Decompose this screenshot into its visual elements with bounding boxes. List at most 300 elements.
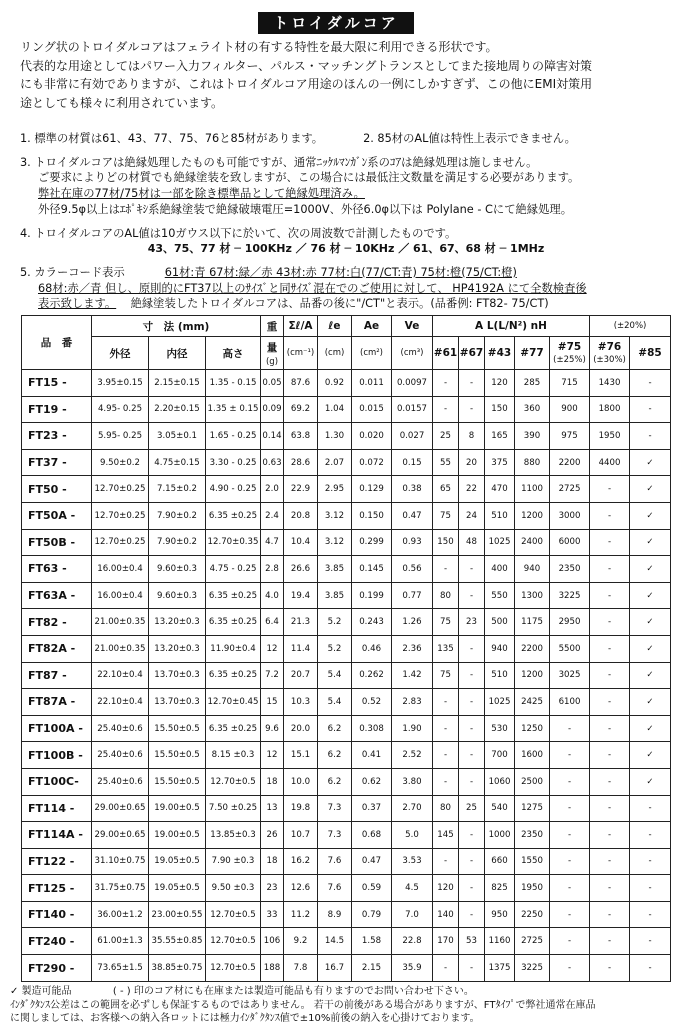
table-cell: 5.0 [392, 822, 433, 849]
table-cell: 500 [485, 609, 515, 636]
table-cell: 1200 [515, 502, 550, 529]
table-cell: 55 [433, 449, 459, 476]
table-cell: 400 [485, 556, 515, 583]
table-cell: 12 [261, 742, 284, 769]
table-cell: - [590, 635, 630, 662]
header-sl: Σℓ/A [284, 316, 318, 337]
table-cell: 0.38 [392, 476, 433, 503]
table-cell: 20.8 [284, 502, 318, 529]
table-cell: - [433, 768, 459, 795]
table-cell: - [550, 795, 590, 822]
table-cell: ✓ [630, 449, 671, 476]
table-cell: 135 [433, 635, 459, 662]
table-cell: - [433, 742, 459, 769]
table-cell: 13.70±0.3 [149, 662, 206, 689]
table-cell: - [590, 502, 630, 529]
table-cell: 140 [433, 901, 459, 928]
table-cell: 5.4 [318, 662, 352, 689]
table-cell: 16.00±0.4 [92, 556, 149, 583]
table-cell: 33 [261, 901, 284, 928]
table-cell: 0.145 [352, 556, 392, 583]
table-cell: 20 [459, 449, 485, 476]
table-cell: 9.50 ±0.3 [206, 875, 261, 902]
table-cell: 360 [515, 396, 550, 423]
table-cell: 19.8 [284, 795, 318, 822]
part-number-cell: FT37 - [22, 449, 92, 476]
table-cell: 19.05±0.5 [149, 875, 206, 902]
table-row [22, 848, 671, 875]
header-m76-tol: (±30%) [593, 355, 626, 365]
table-cell: 0.027 [392, 423, 433, 450]
table-cell: - [459, 556, 485, 583]
table-cell: 0.150 [352, 502, 392, 529]
table-cell: 1200 [515, 662, 550, 689]
header-ve: Ve [392, 316, 433, 337]
table-cell: - [590, 529, 630, 556]
table-cell: 1950 [590, 423, 630, 450]
table-cell: - [459, 662, 485, 689]
table-cell: - [630, 396, 671, 423]
table-cell: 0.62 [352, 768, 392, 795]
table-cell: 2725 [550, 476, 590, 503]
table-cell: - [590, 928, 630, 955]
table-cell: 0.0157 [392, 396, 433, 423]
table-cell: 390 [515, 423, 550, 450]
table-cell: 2500 [515, 768, 550, 795]
header-weight-2 [261, 337, 284, 370]
table-cell: - [590, 768, 630, 795]
header-dims: 寸 法 (mm) [92, 316, 261, 337]
table-cell: 6100 [550, 689, 590, 716]
table-cell: 15.50±0.5 [149, 742, 206, 769]
header-m77: #77 [515, 337, 550, 370]
table-row [22, 635, 671, 662]
table-cell: 12.70±0.25 [92, 529, 149, 556]
note-5-line: 68材:赤／青 但し、原則的にFT37以上のｻｲｽﾞと同ｻｲｽﾞ混在でのご使用に対して、 HP4192A にて全数検査後 [38, 281, 587, 295]
table-cell: - [550, 742, 590, 769]
part-number-cell: FT63A - [22, 582, 92, 609]
table-cell: 19.00±0.5 [149, 822, 206, 849]
table-cell: 12.70±0.5 [206, 928, 261, 955]
table-row [22, 423, 671, 450]
table-cell: 3.85 [318, 556, 352, 583]
header-m67: #67 [459, 337, 485, 370]
table-cell: - [433, 848, 459, 875]
part-number-cell: FT100C- [22, 768, 92, 795]
table-cell: 13.20±0.3 [149, 635, 206, 662]
table-cell: 4.0 [261, 582, 284, 609]
table-cell: 0.37 [352, 795, 392, 822]
part-number-cell: FT50 - [22, 476, 92, 503]
part-number-cell: FT82A - [22, 635, 92, 662]
intro-text [20, 38, 672, 112]
table-cell: 0.129 [352, 476, 392, 503]
table-cell: 9.60±0.3 [149, 582, 206, 609]
table-cell: - [550, 848, 590, 875]
table-cell: 25.40±0.6 [92, 768, 149, 795]
table-cell: 19.00±0.5 [149, 795, 206, 822]
table-cell: 2950 [550, 609, 590, 636]
table-cell: 5.4 [318, 689, 352, 716]
table-cell: 1600 [515, 742, 550, 769]
header-al: A L(L/N²) nH [433, 316, 590, 337]
table-cell: 7.0 [392, 901, 433, 928]
table-cell: 1.90 [392, 715, 433, 742]
table-cell: 7.6 [318, 848, 352, 875]
table-cell: - [590, 476, 630, 503]
table-cell: 2.52 [392, 742, 433, 769]
table-cell: 975 [550, 423, 590, 450]
table-cell: - [630, 901, 671, 928]
table-row [22, 901, 671, 928]
table-row [22, 609, 671, 636]
table-cell: 3.12 [318, 502, 352, 529]
table-cell: 11.4 [284, 635, 318, 662]
table-cell: 12.70±0.5 [206, 768, 261, 795]
header-m76 [590, 337, 630, 370]
note-4: 4. トロイダルコアのAL値は10ガウス以下に於いて、次の周波数で計測したものです。 [20, 226, 457, 240]
table-cell: - [630, 822, 671, 849]
table-cell: 11.2 [284, 901, 318, 928]
table-cell: 6.4 [261, 609, 284, 636]
table-cell: 6000 [550, 529, 590, 556]
table-cell: ✓ [630, 635, 671, 662]
table-cell: 7.15±0.2 [149, 476, 206, 503]
table-cell: 2.83 [392, 689, 433, 716]
table-cell: 19.4 [284, 582, 318, 609]
table-cell: - [590, 715, 630, 742]
table-cell: 6.35 ±0.25 [206, 582, 261, 609]
table-cell: 530 [485, 715, 515, 742]
table-cell: 6.35 ±0.25 [206, 662, 261, 689]
table-cell: 0.199 [352, 582, 392, 609]
table-cell: - [630, 955, 671, 982]
table-cell: 120 [485, 370, 515, 397]
table-cell: 36.00±1.2 [92, 901, 149, 928]
part-number-cell: FT19 - [22, 396, 92, 423]
table-cell: 0.47 [392, 502, 433, 529]
table-cell: - [550, 901, 590, 928]
table-row [22, 556, 671, 583]
header-m76-label: #76 [597, 341, 622, 353]
table-cell: 0.77 [392, 582, 433, 609]
note-4-freq: 43、75、77 材 ─ 100KHz ／ 76 材 ─ 10KHz ／ 61、67、68 材 ─ 1MHz [147, 242, 545, 256]
table-cell: - [590, 556, 630, 583]
table-cell: - [590, 662, 630, 689]
table-cell: 900 [550, 396, 590, 423]
table-cell: 29.00±0.65 [92, 795, 149, 822]
table-cell: 10.0 [284, 768, 318, 795]
table-cell: - [550, 955, 590, 982]
table-cell: 53 [459, 928, 485, 955]
table-cell: ✓ [630, 609, 671, 636]
table-cell: 150 [485, 396, 515, 423]
table-cell: 12.6 [284, 875, 318, 902]
header-ae: Ae [352, 316, 392, 337]
header-le: ℓe [318, 316, 352, 337]
table-cell: 22.10±0.4 [92, 689, 149, 716]
table-cell: 0.63 [261, 449, 284, 476]
note-5 [20, 265, 672, 281]
table-cell: 12 [261, 635, 284, 662]
table-cell: 3.95±0.15 [92, 370, 149, 397]
table-cell: - [550, 715, 590, 742]
footer-legend: ✓ 製造可能品 [10, 986, 72, 997]
table-cell: 22.9 [284, 476, 318, 503]
table-cell: 150 [433, 529, 459, 556]
header-sl-unit: (cm⁻¹) [284, 337, 318, 370]
table-cell: 3.80 [392, 768, 433, 795]
table-cell: 2.0 [261, 476, 284, 503]
table-cell: 1950 [515, 875, 550, 902]
table-row [22, 476, 671, 503]
table-cell: 0.93 [392, 529, 433, 556]
table-cell: 1000 [485, 822, 515, 849]
table-cell: - [590, 742, 630, 769]
table-cell: 25.40±0.6 [92, 742, 149, 769]
table-cell: 29.00±0.65 [92, 822, 149, 849]
table-cell: 31.10±0.75 [92, 848, 149, 875]
table-cell: - [459, 875, 485, 902]
table-cell: - [590, 822, 630, 849]
footer-line: ｲﾝﾀﾞｸﾀﾝｽ公差はこの範囲を必ずしも保証するものではありません。 若干の前後がある場合がありますが、FTﾀｲﾌﾟで弊社通常在庫品 [10, 999, 596, 1011]
table-cell: 9.50±0.2 [92, 449, 149, 476]
table-cell: 1275 [515, 795, 550, 822]
table-cell: - [590, 955, 630, 982]
table-cell: 0.0097 [392, 370, 433, 397]
note-5-text: 表示致します。 [38, 297, 117, 311]
table-cell: 2.20±0.15 [149, 396, 206, 423]
table-cell: - [550, 875, 590, 902]
table-cell: 12.70±0.45 [206, 689, 261, 716]
table-cell: 2.8 [261, 556, 284, 583]
note-3-line: 外径9.5φ以上はｴﾎﾟｷｼ系絶縁塗装で絶縁破壊電圧=1000V、外径6.0φ以下は Polylane - Cにて絶縁処理。 [38, 202, 572, 216]
table-cell: 4.90 - 0.25 [206, 476, 261, 503]
table-cell: 106 [261, 928, 284, 955]
table-cell: 1375 [485, 955, 515, 982]
table-cell: 63.8 [284, 423, 318, 450]
table-cell: - [433, 396, 459, 423]
table-cell: 5.95- 0.25 [92, 423, 149, 450]
header-ht: 高さ [206, 337, 261, 370]
table-cell: 10.7 [284, 822, 318, 849]
table-cell: 10.3 [284, 689, 318, 716]
table-cell: 880 [515, 449, 550, 476]
table-cell: 3.05±0.1 [149, 423, 206, 450]
header-m75-label: #75 [557, 341, 582, 353]
table-cell: 7.90±0.2 [149, 502, 206, 529]
table-cell: 15 [261, 689, 284, 716]
part-number-cell: FT15 - [22, 370, 92, 397]
intro-line: リング状のトロイダルコアはフェライト材の有する特性を最大限に利用できる形状です。 [20, 40, 498, 54]
table-cell: - [630, 848, 671, 875]
header-weight-unit: (g) [265, 356, 279, 367]
header-ae-unit: (cm²) [352, 337, 392, 370]
header-od: 外径 [92, 337, 149, 370]
header-m85: #85 [630, 337, 671, 370]
table-cell: 69.2 [284, 396, 318, 423]
table-cell: - [459, 742, 485, 769]
part-number-cell: FT87A - [22, 689, 92, 716]
table-cell: 12.70±0.5 [206, 955, 261, 982]
header-weight-label: 量 [266, 341, 278, 354]
table-cell: 3225 [515, 955, 550, 982]
table-cell: - [433, 689, 459, 716]
table-cell: 3025 [550, 662, 590, 689]
table-cell: 285 [515, 370, 550, 397]
table-cell: 0.56 [392, 556, 433, 583]
table-cell: 940 [485, 635, 515, 662]
intro-line: 途としても様々に利用されています。 [20, 95, 224, 110]
part-number-cell: FT290 - [22, 955, 92, 982]
table-cell: 7.90±0.2 [149, 529, 206, 556]
table-cell: 13.85±0.3 [206, 822, 261, 849]
table-cell: 8.15 ±0.3 [206, 742, 261, 769]
notes-section [20, 131, 672, 312]
table-cell: 11.90±0.4 [206, 635, 261, 662]
table-cell: 7.8 [284, 955, 318, 982]
table-cell: 9.6 [261, 715, 284, 742]
part-number-cell: FT100A - [22, 715, 92, 742]
part-number-cell: FT50A - [22, 502, 92, 529]
table-cell: - [433, 370, 459, 397]
table-row [22, 875, 671, 902]
header-al-tol: (±20%) [590, 316, 671, 337]
table-cell: 0.47 [352, 848, 392, 875]
table-row [22, 928, 671, 955]
table-cell: - [459, 822, 485, 849]
table-cell: 7.50 ±0.25 [206, 795, 261, 822]
table-cell: - [433, 556, 459, 583]
table-cell: 8.9 [318, 901, 352, 928]
table-cell: - [550, 768, 590, 795]
table-cell: 35.55±0.85 [149, 928, 206, 955]
part-number-cell: FT82 - [22, 609, 92, 636]
intro-line: 代表的な用途としてはパワー入力フィルター、パルス・マッチングトランスとしてまた接地周りの障害対策 [20, 58, 593, 73]
table-cell: 12.70±0.5 [206, 901, 261, 928]
table-cell: - [459, 901, 485, 928]
table-cell: 5500 [550, 635, 590, 662]
table-cell: - [590, 848, 630, 875]
table-cell: 7.3 [318, 822, 352, 849]
table-cell: 1.26 [392, 609, 433, 636]
table-cell: 23.00±0.55 [149, 901, 206, 928]
table-cell: - [630, 875, 671, 902]
table-cell: 1.30 [318, 423, 352, 450]
table-cell: - [630, 795, 671, 822]
table-cell: - [459, 689, 485, 716]
table-cell: 18 [261, 848, 284, 875]
part-number-cell: FT140 - [22, 901, 92, 928]
table-cell: 2725 [515, 928, 550, 955]
table-cell: 28.6 [284, 449, 318, 476]
header-id: 内径 [149, 337, 206, 370]
table-cell: 145 [433, 822, 459, 849]
table-cell: - [590, 795, 630, 822]
note-5-label: 5. カラーコード表示 [20, 265, 125, 279]
table-cell: - [590, 901, 630, 928]
table-cell: 1.65 - 0.25 [206, 423, 261, 450]
note-1-text: 1. 標準の材質は61、43、77、75、76と85材があります。 [20, 132, 324, 145]
table-row [22, 662, 671, 689]
table-cell: 825 [485, 875, 515, 902]
color-code: 61材:青 67材:緑／赤 43材:赤 77材:白(77/CT:青) 75材:橙(75/CT:橙) [164, 265, 517, 279]
table-cell: 1800 [590, 396, 630, 423]
table-cell: 73.65±1.5 [92, 955, 149, 982]
table-cell: ✓ [630, 556, 671, 583]
note-3-line: ご要求によりどの材質でも絶縁塗装を致しますが、この場合には最低注文数量を満足する必要があります。 [38, 171, 580, 185]
table-cell: 12.70±0.25 [92, 502, 149, 529]
table-cell: 6.35 ±0.25 [206, 609, 261, 636]
table-cell: 80 [433, 795, 459, 822]
table-row [22, 955, 671, 982]
table-cell: 0.243 [352, 609, 392, 636]
header-m75-tol: (±25%) [553, 355, 586, 365]
footer-line: に関しましては、お客様への納入各ロットには極力ｲﾝﾀﾞｸﾀﾝｽ値で±10%前後の納入を心掛けております。 [10, 1013, 480, 1024]
table-cell: 15.50±0.5 [149, 715, 206, 742]
header-weight: 重 [261, 316, 284, 337]
table-cell: 21.00±0.35 [92, 635, 149, 662]
table-cell: 1430 [590, 370, 630, 397]
table-cell: 0.41 [352, 742, 392, 769]
table-cell: 3.30 - 0.25 [206, 449, 261, 476]
table-cell: 25 [459, 795, 485, 822]
table-row [22, 768, 671, 795]
table-cell: 1160 [485, 928, 515, 955]
table-cell: 87.6 [284, 370, 318, 397]
table-cell: 23 [459, 609, 485, 636]
table-cell: 9.2 [284, 928, 318, 955]
table-cell: 2.15±0.15 [149, 370, 206, 397]
table-cell: 1550 [515, 848, 550, 875]
table-cell: - [459, 396, 485, 423]
table-cell: 1025 [485, 689, 515, 716]
table-cell: 5.2 [318, 609, 352, 636]
table-cell: 2425 [515, 689, 550, 716]
table-cell: 2200 [550, 449, 590, 476]
table-cell: 13 [261, 795, 284, 822]
table-cell: 660 [485, 848, 515, 875]
table-cell: 6.2 [318, 742, 352, 769]
table-cell: ✓ [630, 742, 671, 769]
table-cell: 12.70±0.35 [206, 529, 261, 556]
table-cell: 80 [433, 582, 459, 609]
table-cell: 13.20±0.3 [149, 609, 206, 636]
table-cell: 7.2 [261, 662, 284, 689]
table-cell: 3.12 [318, 529, 352, 556]
table-cell: 5.2 [318, 635, 352, 662]
table-cell: 0.299 [352, 529, 392, 556]
part-number-cell: FT240 - [22, 928, 92, 955]
table-cell: 550 [485, 582, 515, 609]
table-cell: 0.46 [352, 635, 392, 662]
table-cell: 25.40±0.6 [92, 715, 149, 742]
table-cell: 3000 [550, 502, 590, 529]
table-cell: 715 [550, 370, 590, 397]
table-cell: 75 [433, 502, 459, 529]
table-cell: 13.70±0.3 [149, 689, 206, 716]
table-cell: - [550, 928, 590, 955]
table-cell: 16.2 [284, 848, 318, 875]
table-row [22, 822, 671, 849]
table-cell: - [550, 822, 590, 849]
table-cell: 2.4 [261, 502, 284, 529]
table-cell: - [459, 768, 485, 795]
table-cell: 510 [485, 502, 515, 529]
table-cell: - [590, 875, 630, 902]
part-number-cell: FT87 - [22, 662, 92, 689]
note-3-line: 弊社在庫の77材/75材は一部を除き標準品として絶縁処理済み。 [38, 187, 365, 201]
